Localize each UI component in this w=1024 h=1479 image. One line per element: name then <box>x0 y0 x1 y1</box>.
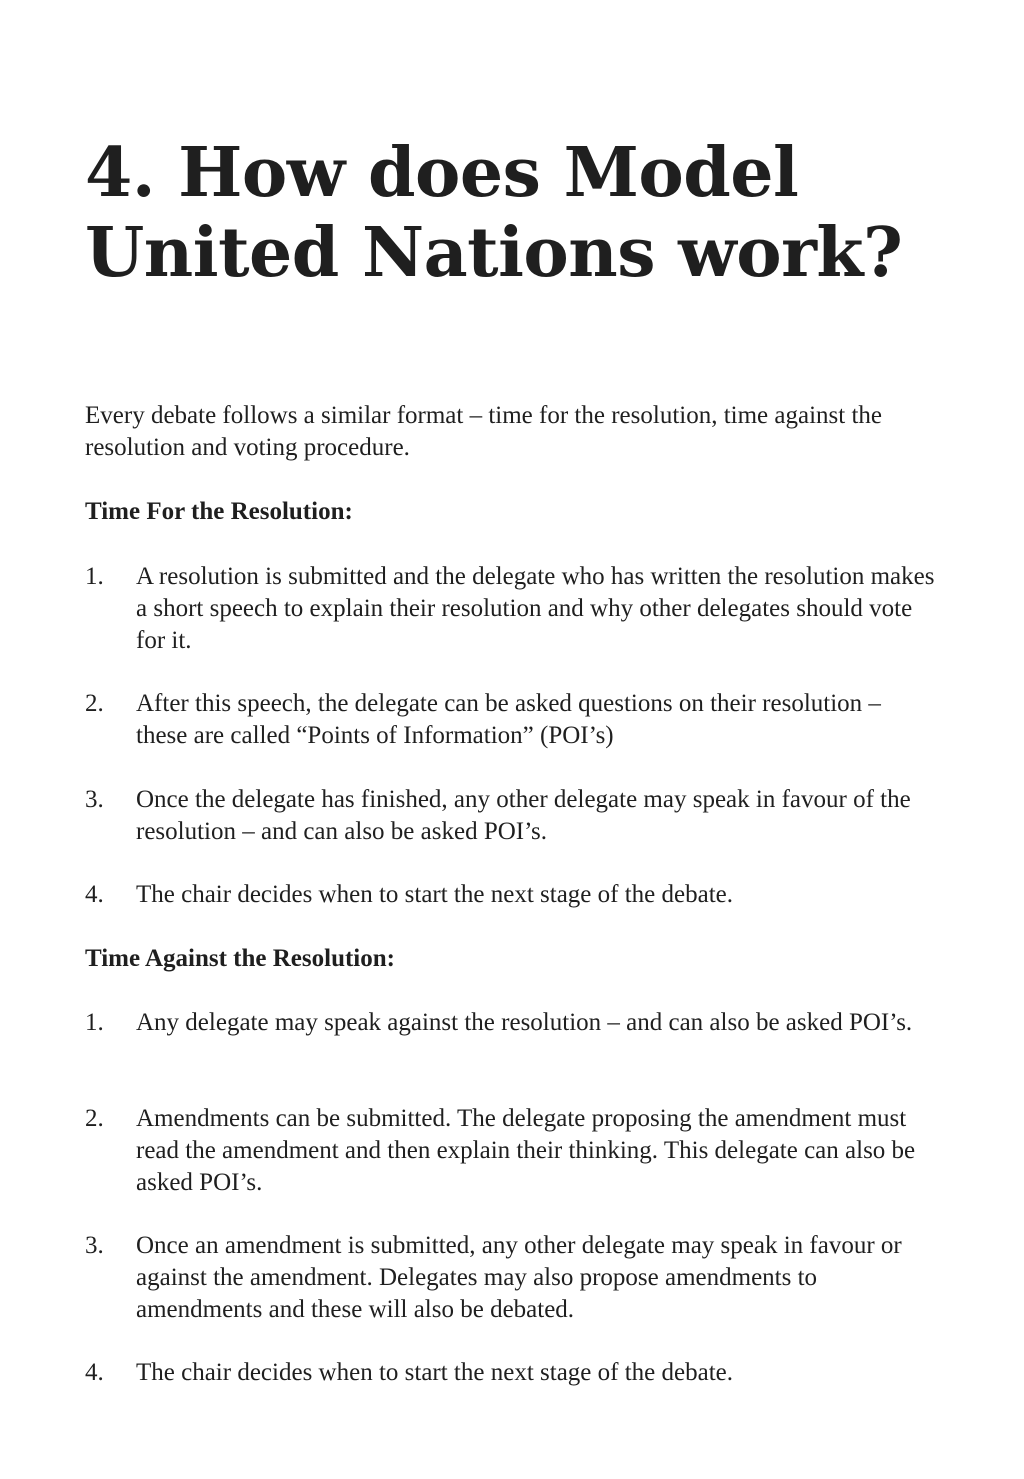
list-text: Any delegate may speak against the resolution – and can also be asked POI’s. <box>136 1009 913 1036</box>
list-number: 4. <box>85 1359 104 1386</box>
list-number: 1. <box>85 563 104 590</box>
list-text: The chair decides when to start the next stage of the debate. <box>136 1359 733 1386</box>
intro-paragraph: Every debate follows a similar format – time for the resolution, time against the resolution and voting procedure. <box>85 402 882 461</box>
list-number: 1. <box>85 1009 104 1036</box>
list-number: 3. <box>85 1232 104 1259</box>
list-text: After this speech, the delegate can be asked questions on their resolution – these are called “Points of Information” (POI’s) <box>136 690 881 749</box>
list-text: A resolution is submitted and the delegate who has written the resolution makes a short speech to explain their resolution and why other delegates should vote for it. <box>136 563 935 654</box>
list-number: 4. <box>85 881 104 908</box>
list-number: 2. <box>85 690 104 717</box>
list-number: 2. <box>85 1105 104 1132</box>
list-text: Once the delegate has finished, any other delegate may speak in favour of the resolution – and can also be asked POI’s. <box>136 786 911 845</box>
title-line-2: United Nations work? <box>85 213 903 293</box>
page-title <box>85 133 965 293</box>
title-line-1: 4. How does Model <box>85 133 799 213</box>
list-number: 3. <box>85 786 104 813</box>
section-heading-for: Time For the Resolution: <box>85 498 353 525</box>
list-text: Once an amendment is submitted, any other delegate may speak in favour or against the amendment. Delegates may also propose amendments to amendments and these will also be debated. <box>136 1232 902 1323</box>
section-heading-against: Time Against the Resolution: <box>85 945 395 972</box>
list-text: The chair decides when to start the next stage of the debate. <box>136 881 733 908</box>
list-text: Amendments can be submitted. The delegate proposing the amendment must read the amendment and then explain their thinking. This delegate can also be asked POI’s. <box>136 1105 916 1196</box>
